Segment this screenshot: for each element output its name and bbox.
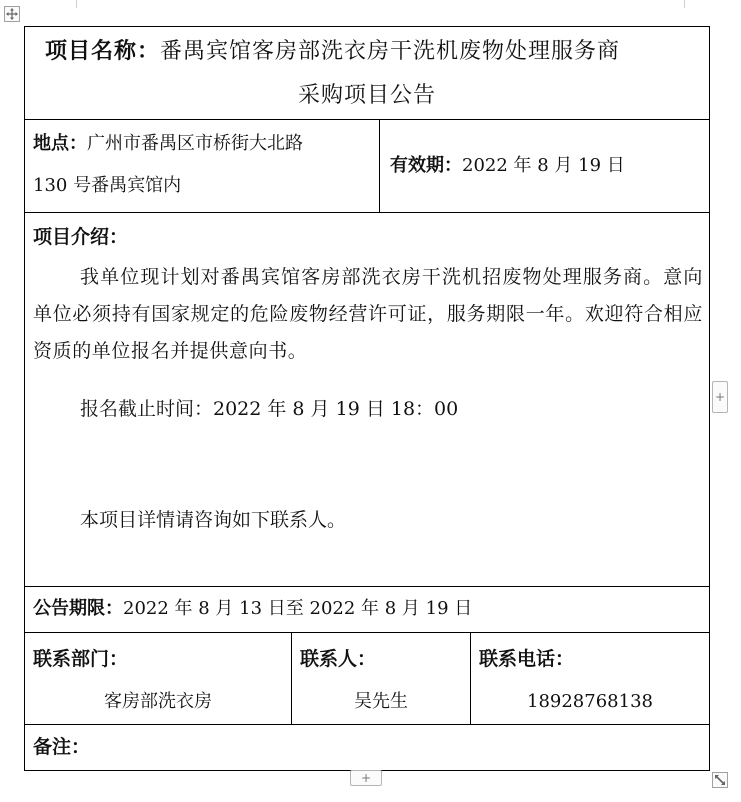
- period-label: 公告期限：: [33, 598, 123, 619]
- registration-deadline: 报名截止时间：2022 年 8 月 19 日 18：00: [80, 398, 459, 420]
- location-value-line1: 广州市番禺区市桥街大北路: [87, 133, 303, 154]
- location-value-line2: 130 号番禺宾馆内: [33, 175, 182, 196]
- intro-label: 项目介绍：: [33, 226, 129, 248]
- add-row-button[interactable]: +: [350, 770, 382, 786]
- contact-person-value: 吴先生: [354, 691, 408, 712]
- project-title-line1: [45, 37, 620, 67]
- validity-value: 2022 年 8 月 19 日: [462, 155, 625, 176]
- contact-dept-value: 客房部洗衣房: [104, 691, 212, 712]
- page-margin-marker-left: [76, 0, 77, 8]
- location-row: [25, 119, 709, 212]
- intro-row: [25, 212, 709, 586]
- consult-note: 本项目详情请咨询如下联系人。: [80, 509, 347, 531]
- remark-label: 备注：: [33, 736, 91, 758]
- contact-phone-label: 联系电话：: [479, 648, 575, 670]
- intro-body: 我单位现计划对番禺宾馆客房部洗衣房干洗机招废物处理服务商。意向单位必须持有国家规定的危险废物经营许可证，服务期限一年。欢迎符合相应资质的单位报名并提供意向书。: [33, 266, 703, 362]
- contact-dept-cell: [25, 633, 292, 724]
- contact-phone-cell: [471, 633, 709, 724]
- contact-person-label: 联系人：: [300, 648, 377, 670]
- location-cell: [25, 120, 380, 212]
- validity-label: 有效期：: [390, 155, 462, 176]
- location-line1: [33, 130, 303, 158]
- project-title-line2: 采购项目公告: [297, 83, 436, 108]
- remark-row: [25, 724, 709, 770]
- move-icon: [6, 8, 18, 20]
- validity-line: [390, 152, 625, 180]
- add-column-button[interactable]: +: [712, 381, 728, 413]
- project-name-label: 项目名称：: [45, 39, 161, 64]
- page-margin-marker-right: [684, 0, 685, 8]
- contact-person-cell: [292, 633, 471, 724]
- period-row: [25, 586, 709, 632]
- validity-cell: [380, 120, 709, 212]
- announcement-table: [24, 26, 710, 771]
- contact-row: [25, 632, 709, 724]
- contact-phone-value: 18928768138: [527, 691, 653, 712]
- table-resize-handle-icon[interactable]: [712, 772, 728, 788]
- period-line: [33, 595, 472, 623]
- project-name-value: 番禺宾馆客房部洗衣房干洗机废物处理服务商: [160, 39, 621, 64]
- title-row: [25, 27, 709, 119]
- contact-dept-label: 联系部门：: [33, 648, 129, 670]
- resize-icon: [714, 774, 726, 786]
- table-move-handle-icon[interactable]: [4, 6, 20, 22]
- period-value: 2022 年 8 月 13 日至 2022 年 8 月 19 日: [123, 598, 473, 619]
- location-label: 地点：: [33, 133, 87, 154]
